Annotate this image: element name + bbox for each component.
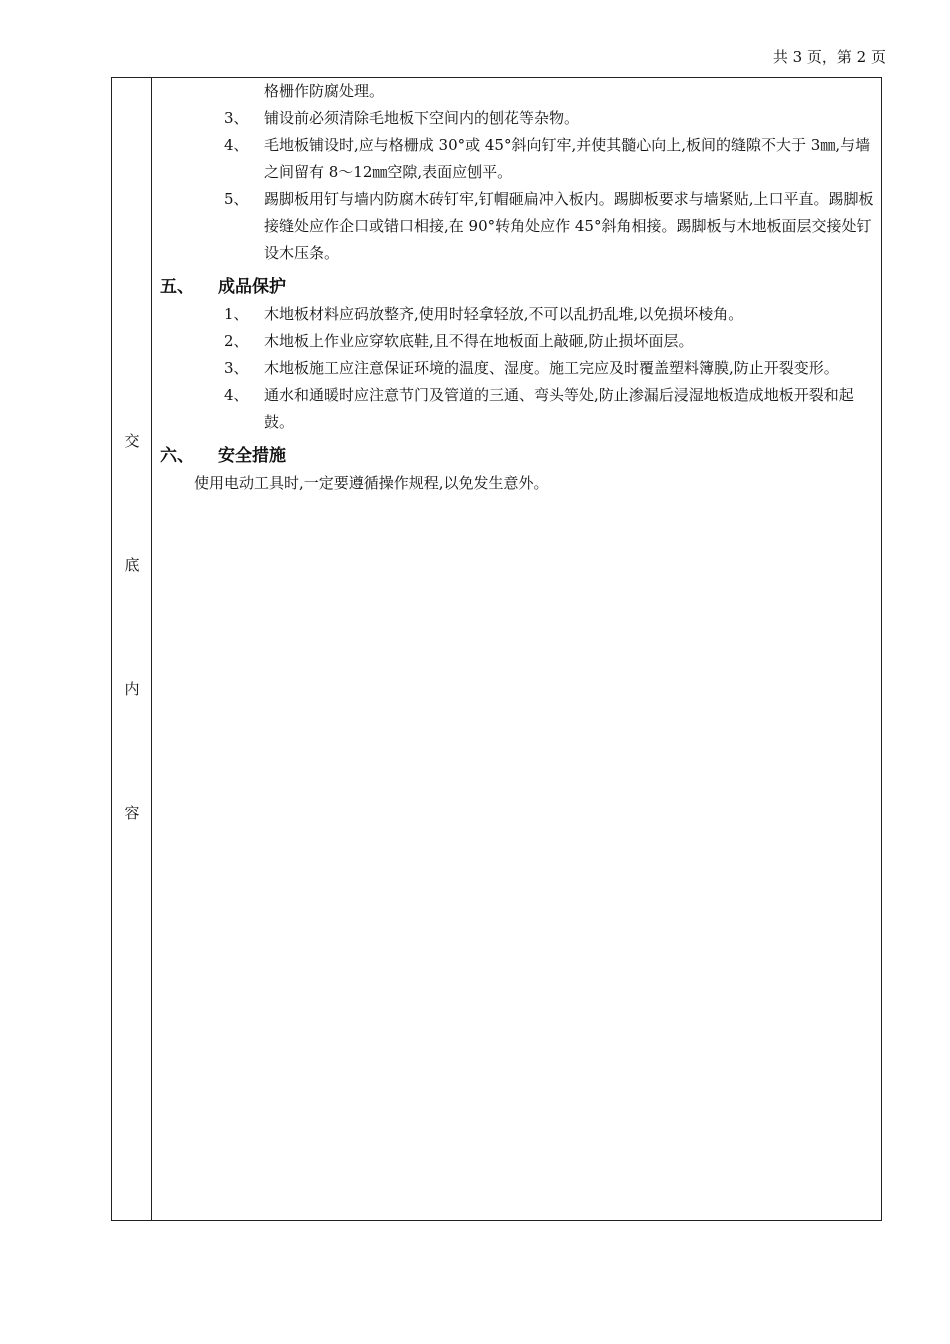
list-item [160,105,876,132]
continued-text: 格栅作防腐处理。 [264,82,385,100]
section-heading-5 [160,273,876,301]
list-item [160,328,876,355]
list-item [160,301,876,328]
item-number: 3、 [224,359,249,377]
item-number: 4、 [224,386,249,404]
page-number: 共 3 页，第 2 页 [772,48,886,66]
item-number: 2、 [224,332,249,350]
item-text: 木地板上作业应穿软底鞋,且不得在地板面上敲砸,防止损坏面层。 [264,332,694,350]
safety-text: 使用电动工具时,一定要遵循操作规程,以免发生意外。 [194,474,549,492]
list-item [160,132,876,186]
side-label-char: 内 [124,680,140,698]
list-item [160,186,876,267]
side-label-char: 容 [124,804,140,822]
side-label-column [112,78,152,1220]
section-title: 成品保护 [218,277,286,297]
item-text: 铺设前必须清除毛地板下空间内的刨花等杂物。 [264,109,580,127]
item-text: 通水和通暖时应注意节门及管道的三通、弯头等处,防止渗漏后浸湿地板造成地板开裂和起鼓。 [264,386,854,431]
item-text: 木地板材料应码放整齐,使用时轻拿轻放,不可以乱扔乱堆,以免损坏棱角。 [264,305,744,323]
side-label-char: 底 [124,556,140,574]
item-text: 毛地板铺设时,应与格栅成 30°或 45°斜向钉牢,并使其髓心向上,板间的缝隙不大于 3㎜,与墙之间留有 8～12㎜空隙,表面应刨平。 [264,136,871,181]
list-item [160,382,876,436]
list-item [160,355,876,382]
side-label-char: 交 [124,432,140,450]
section-number: 六、 [160,446,194,466]
section-heading-6 [160,442,876,470]
item-number: 4、 [224,136,249,154]
item-number: 1、 [224,305,249,323]
item-text: 踢脚板用钉与墙内防腐木砖钉牢,钉帽砸扁冲入板内。踢脚板要求与墙紧贴,上口平直。踢脚板接缝处应作企口或错口相接,在 90°转角处应作 45°斜角相接。踢脚板与木地板面层交接处钉设木压条。 [264,190,874,262]
section-number: 五、 [160,277,194,297]
item-number: 3、 [224,109,249,127]
disclosure-table [111,77,882,1221]
item-number: 5、 [224,190,249,208]
disclosure-content [160,78,876,497]
section-title: 安全措施 [218,446,286,466]
item-text: 木地板施工应注意保证环境的温度、湿度。施工完应及时覆盖塑料簿膜,防止开裂变形。 [264,359,839,377]
